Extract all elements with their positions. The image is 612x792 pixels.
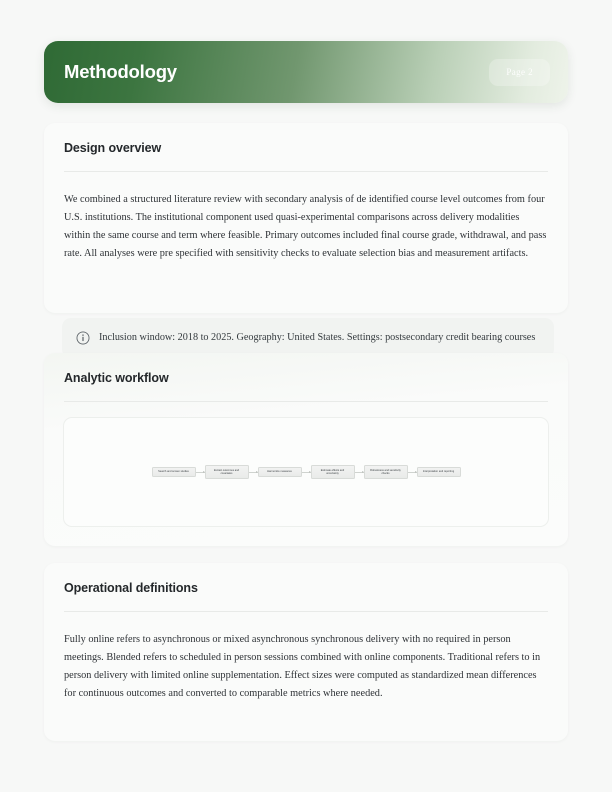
workflow-arrow-icon <box>196 472 205 473</box>
section-body-wrapper <box>44 123 568 283</box>
info-callout-text: Inclusion window: 2018 to 2025. Geography: United States. Settings: postsecondary credit bearing courses <box>99 332 536 344</box>
heading-divider <box>64 401 548 402</box>
section-heading-design-overview: Design overview <box>64 141 162 155</box>
workflow-node: Search and screen studies <box>152 467 196 477</box>
section-paragraph-design-overview: We combined a structured literature review with secondary analysis of de identified course level outcomes from four U.S. institutions. The institutional component used quasi-experimental comparisons across delivery modalities within the same course and term where feasible. Primary outcomes included final course grade, withdrawal, and pass rate. All analyses were pre specified with sensitivity checks to evaluate selection bias and measurement artifacts. <box>64 194 547 259</box>
workflow-node: Robustness and sensitivity checks <box>364 465 408 479</box>
section-analytic-workflow <box>44 353 568 546</box>
heading-divider <box>64 611 548 612</box>
section-body-wrapper <box>44 353 568 546</box>
workflow-node: Estimate effects and uncertainty <box>311 465 355 479</box>
workflow-arrow-icon <box>355 472 364 473</box>
section-paragraph-operational-definitions: Fully online refers to asynchronous or mixed asynchronous synchronous delivery with no required in person meetings. Blended refers to scheduled in person sessions combined with online components. Traditional refers to in person delivery with limited online supplementation. Effect sizes were computed as standardized mean differences for continuous outcomes and converted to comparable metrics where needed. <box>64 634 541 699</box>
workflow-node: Extract outcomes and covariates <box>205 465 249 479</box>
workflow-node: Interpretation and reporting <box>417 467 461 477</box>
section-design-overview <box>44 123 568 313</box>
section-body-wrapper <box>44 563 568 723</box>
workflow-diagram-panel <box>64 418 548 526</box>
workflow-arrow-icon <box>302 472 311 473</box>
page-number-badge: Page 2 <box>489 59 550 86</box>
heading-divider <box>64 171 548 172</box>
info-callout <box>62 318 554 358</box>
section-operational-definitions <box>44 563 568 741</box>
info-icon <box>76 331 90 345</box>
workflow-arrow-icon <box>249 472 258 473</box>
page-header <box>44 41 568 103</box>
workflow-node: Harmonize measures <box>258 467 302 477</box>
page-title: Methodology <box>64 60 177 82</box>
section-heading-analytic-workflow: Analytic workflow <box>64 371 169 385</box>
workflow-arrow-icon <box>408 472 417 473</box>
workflow-flow <box>152 465 461 479</box>
section-heading-operational-definitions: Operational definitions <box>64 581 198 595</box>
